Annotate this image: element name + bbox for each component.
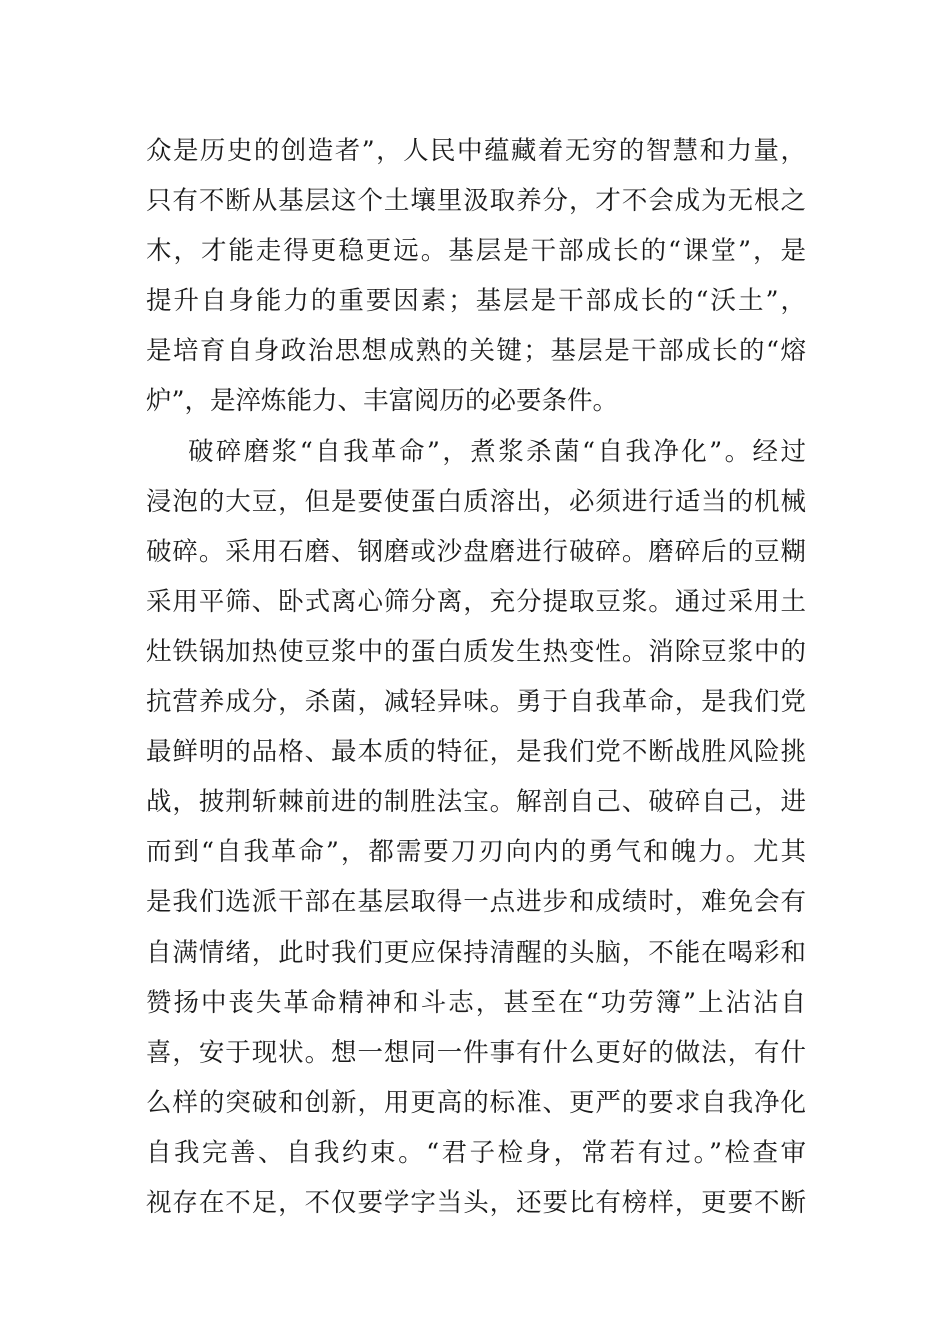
text-line: 自我完善、自我约束。“君子检身，常若有过。”检查审 [146, 1137, 806, 1168]
text-line: 提升自身能力的重要因素；基层是干部成长的“沃土”， [146, 286, 806, 317]
text-line: 战，披荆斩棘前进的制胜法宝。解剖自己、破碎自己，进 [146, 787, 806, 818]
text-line: 而到“自我革命”，都需要刀刃向内的勇气和魄力。尤其 [146, 837, 806, 868]
text-line: 赞扬中丧失革命精神和斗志，甚至在“功劳簿”上沾沾自 [146, 987, 806, 1018]
text-line: 是培育自身政治思想成熟的关键；基层是干部成长的“熔 [146, 336, 806, 367]
text-line: 采用平筛、卧式离心筛分离，充分提取豆浆。通过采用土 [146, 586, 806, 617]
text-line: 炉”，是淬炼能力、丰富阅历的必要条件。 [146, 386, 619, 417]
paragraph [146, 427, 806, 1229]
text-line: 抗营养成分，杀菌，减轻异味。勇于自我革命，是我们党 [146, 687, 806, 718]
text-line: 破碎。采用石磨、钢磨或沙盘磨进行破碎。磨碎后的豆糊 [146, 536, 806, 567]
text-line: 么样的突破和创新，用更高的标准、更严的要求自我净化 [146, 1087, 806, 1118]
text-line: 只有不断从基层这个土壤里汲取养分，才不会成为无根之 [146, 186, 806, 217]
text-line: 视存在不足，不仅要学字当头，还要比有榜样，更要不断 [146, 1187, 806, 1218]
text-line: 喜，安于现状。想一想同一件事有什么更好的做法，有什 [146, 1037, 806, 1068]
document-body [146, 126, 806, 1228]
text-line: 最鲜明的品格、最本质的特征，是我们党不断战胜风险挑 [146, 737, 806, 768]
paragraph [146, 126, 806, 427]
text-line: 木，才能走得更稳更远。基层是干部成长的“课堂”，是 [146, 236, 806, 267]
text-line: 浸泡的大豆，但是要使蛋白质溶出，必须进行适当的机械 [146, 486, 806, 517]
text-line: 自满情绪，此时我们更应保持清醒的头脑，不能在喝彩和 [146, 937, 806, 968]
text-line: 破碎磨浆“自我革命”，煮浆杀菌“自我净化”。经过 [188, 436, 806, 467]
text-line: 是我们选派干部在基层取得一点进步和成绩时，难免会有 [146, 887, 806, 918]
text-line: 众是历史的创造者”，人民中蕴藏着无穷的智慧和力量， [146, 136, 806, 166]
text-line: 灶铁锅加热使豆浆中的蛋白质发生热变性。消除豆浆中的 [146, 636, 806, 667]
